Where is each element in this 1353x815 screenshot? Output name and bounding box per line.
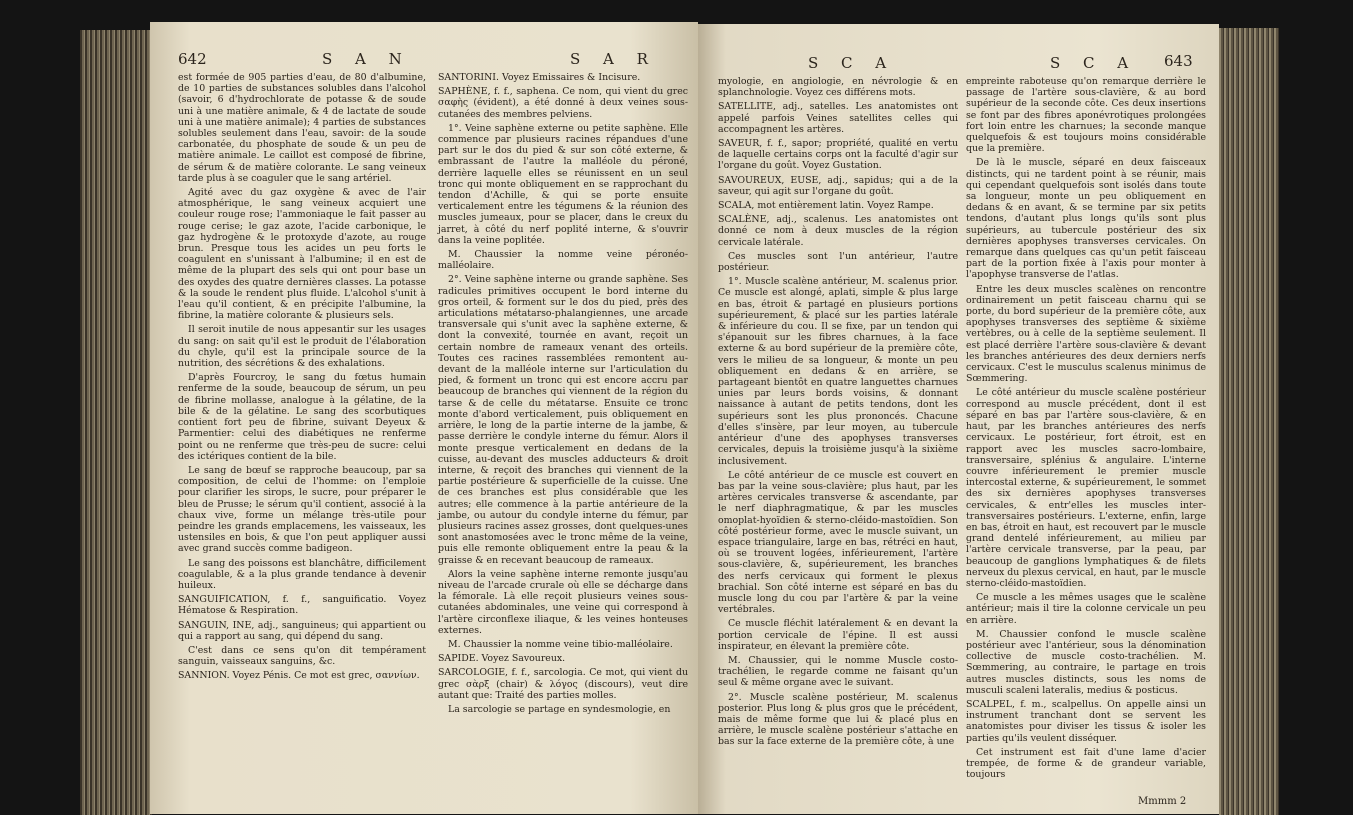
paragraph: empreinte raboteuse qu'on remarque derrière le passage de l'artère sous-clavière, & au bord supérieur de la seconde côte. Ces deux insertions se font par des fibres aponévrotiques prolongées fort loin entre les charnues; la seconde manque quelquefois & est toujours moins considérable que la première. (966, 76, 1206, 155)
page-number-left: 642 (178, 50, 207, 68)
paragraph: D'après Fourcroy, le sang du fœtus humain renferme de la soude, beaucoup de sérum, un peu de fibrine mollasse, analogue à la gélatine, de la bile & de la gélatine. Le sang des scorbutiques contient fort peu de fibrine, suivant Deyeux & Parmentier: celui des diabétiques ne renferme point ou ne renferme que très-peu de sucre: celui des ictériques contient de la bile. (178, 372, 426, 462)
paragraph: 1°. Muscle scalène antérieur, M. scalenus prior. Ce muscle est alongé, aplati, simple & plus large en bas, étroit & partagé en plusieurs portions supérieurement, & placé sur les parties latérale & inférieure du cou. Il se fixe, par un tendon qui s'épanouit sur les fibres charnues, à la face externe & au bord supérieur de la première côte, vers le milieu de sa longueur, & monte un peu obliquement en dedans & en arrière, se partageant bientôt en quatre languettes charnues unies par leurs bords voisins, & donnant naissance à autant de petits tendons, dont les supérieurs sont les plus prononcés. Chacune d'elles s'insère, par leur moyen, au tubercule antérieur d'une des apophyses transverses cervicales, depuis la troisième jusqu'à la sixième inclusivement. (718, 276, 958, 467)
paragraph: Ce muscle fléchit latéralement & en devant la portion cervicale de l'épine. Il est aussi inspirateur, en élevant la première côte. (718, 618, 958, 652)
paragraph: M. Chaussier confond le muscle scalène postérieur avec l'antérieur, sous la dénomination collective de muscle costo-trachélien. M. Sœmmering, au contraire, le partage en trois autres muscles distincts, sous les noms de musculi scaleni lateralis, medius & posticus. (966, 628, 1206, 696)
signature-mark: Mmmm 2 (1138, 796, 1187, 807)
entry-scalene: SCALÈNE, adj., scalenus. Les anatomistes ont donné ce nom à deux muscles de la région cervicale latérale. (718, 214, 958, 248)
paragraph: Cet instrument est fait d'une lame d'acier trempée, de forme & de grandeur variable, toujours (966, 746, 1206, 781)
running-header-right: S A R (570, 50, 657, 68)
paragraph: De là le muscle, séparé en deux faisceaux distincts, qui ne tardent point à se réunir, mais qui cependant quelquefois sont isolés dans toute sa longueur, monte un peu obliquement en dedans & en avant, & se termine par six petits tendons, d'autant plus longs qu'ils sont plus supérieurs, au tubercule postérieur des six dernières apophyses transverses cervicales. On remarque dans quelques cas qu'un petit faisceau part de la portion fixée à l'axis pour monter à l'apophyse transverse de l'atlas. (966, 157, 1206, 281)
left-page-edges (80, 30, 152, 815)
paragraph: Entre les deux muscles scalènes on rencontre ordinairement un petit faisceau charnu qui se porte, du bord supérieur de la première côte, aux apophyses transverses des septième & sixième vertèbres, ou à celle de la septième seulement. Il est placé derrière l'artère sous-clavière & devant les branches antérieures des deux derniers nerfs cervicaux. C'est le musculus scalenus minimus de Sœmmering. (966, 283, 1206, 385)
right-column-1 (718, 76, 958, 751)
entry-saphene: SAPHÈNE, f. f., saphena. Ce nom, qui vient du grec σαφὴς (évident), a été donné à deux veines sous-cutanées des membres pelviens. (438, 86, 688, 120)
entry-sarcologie: SARCOLOGIE, f. f., sarcologia. Ce mot, qui vient du grec σὰρξ (chair) & λόγος (discours), veut dire autant que: Traité des parties molles. (438, 667, 688, 701)
right-page-edges (1219, 28, 1279, 815)
paragraph: Le côté antérieur de ce muscle est couvert en bas par la veine sous-clavière; plus haut, par les artères cervicales transverse & ascendante, par le nerf diaphragmatique, & par les muscles omoplat-hyoïdien & sterno-cléido-mastoïdien. Son côté postérieur forme, avec le muscle suivant, un espace triangulaire, large en bas, rétréci en haut, où se trouvent logées, inférieurement, l'artère sous-clavière, &, supérieurement, les branches des nerfs cervicaux qui forment le plexus brachial. Son côté interne est séparé en bas du muscle long du cou par l'artère & par la veine vertébrales. (718, 469, 958, 616)
entry-sanguification: SANGUIFICATION, f. f., sanguificatio. Voyez Hématose & Respiration. (178, 594, 426, 617)
paragraph: Ces muscles sont l'un antérieur, l'autre postérieur. (718, 250, 958, 274)
right-column-2 (966, 76, 1206, 783)
right-page (698, 24, 1219, 814)
entry-saveur: SAVEUR, f. f., sapor; propriété, qualité en vertu de laquelle certains corps ont la faculté d'agir sur l'organe du goût. Voyez Gustation. (718, 138, 958, 172)
paragraph: C'est dans ce sens qu'on dit tempérament sanguin, vaisseaux sanguins, &c. (178, 644, 426, 668)
paragraph: La sarcologie se partage en syndesmologie, en (448, 703, 671, 715)
running-header-right: S C A (1050, 54, 1138, 72)
paragraph: Agité avec du gaz oxygène & avec de l'air atmosphérique, le sang veineux acquiert une couleur rouge rose; l'ammoniaque le fait passer au rouge cerise; le gaz azote, l'acide carbonique, le gaz hydrogène & le protoxyde d'azote, au rouge brun. Presque tous les acides un peu forts le coagulent en s'unissant à l'albumine; il en est de même de la plupart des sels qui ont pour base un des oxydes des quatre dernières classes. La potasse & la soude le rendent plus fluide. L'alcohol s'unit à l'eau qu'il contient, & en précipite l'albumine, la fibrine, la matière colorante & plusieurs sels. (178, 187, 426, 322)
entry-sanguin: SANGUIN, INE, adj., sanguineus; qui appartient ou qui a rapport au sang, qui dépend du sang. (178, 619, 426, 642)
paragraph: Il seroit inutile de nous appesantir sur les usages du sang: on sait qu'il est le produit de l'élaboration du chyle, qu'il est la principale source de la nutrition, des sécrétions & des exhalations. (178, 324, 426, 370)
left-column-1 (178, 72, 426, 685)
entry-satellite: SATELLITE, adj., satelles. Les anatomistes ont appelé parfois Veines satellites celles qui accompagnent les artères. (718, 101, 958, 135)
entry-savoureux: SAVOUREUX, EUSE, adj., sapidus; qui a de la saveur, qui agit sur l'organe du goût. (718, 174, 958, 197)
paragraph: 2°. Muscle scalène postérieur, M. scalenus posterior. Plus long & plus gros que le précédent, mais de même forme que lui & placé plus en arrière, le muscle scalène postérieur s'attache en bas sur la face externe de la première côte, à une (718, 691, 958, 748)
paragraph: est formée de 905 parties d'eau, de 80 d'albumine, de 10 parties de substances solubles dans l'alcohol (savoir, 6 d'hydrochlorate de potasse & de soude uni à une matière animale, & 4 de lactate de soude uni à une matière animale); 4 parties de substances solubles seulement dans l'eau, savoir: de la soude carbonatée, du phosphate de soude & un peu de matière animale. Le caillot est composé de fibrine, de sérum & de matière colorante. Le sang veineux tarde plus à se coaguler que le sang artériel. (178, 72, 426, 184)
paragraph: myologie, en angiologie, en névrologie & en splanchnologie. Voyez ces différens mots. (718, 76, 958, 99)
paragraph: Ce muscle a les mêmes usages que le scalène antérieur; mais il tire la colonne cervicale un peu en arrière. (966, 592, 1206, 626)
paragraph: 2°. Veine saphène interne ou grande saphène. Ses radicules primitives occupent le bord interne du gros orteil, & forment sur le dos du pied, près des articulations métatarso-phalangiennes, une arcade transversale qui s'unit avec la saphène externe, & dont la convexité, tournée en avant, reçoit un certain nombre de rameaux venant des orteils. Toutes ces racines rassemblées remontent au-devant de la malléole interne sur l'articulation du pied, & forment un tronc qui est encore accru par beaucoup de branches qui viennent de la région du tarse & de celle du métatarse. Ensuite ce tronc monte d'abord verticalement, puis obliquement en arrière, le long de la partie interne de la jambe, & passe derrière le condyle interne du fémur. Alors il monte presque verticalement en dedans de la cuisse, au-devant des muscles adducteurs & droit interne, & reçoit des branches qui viennent de la partie postérieure & superficielle de la cuisse. Une de ces branches est plus considérable que les autres; elle commence à la partie antérieure de la jambe, ou autour du condyle interne du fémur, par plusieurs racines assez grosses, dont quelques-unes sont anastomosées avec le tronc même de la veine, puis elle remonte obliquement entre la peau & la graisse & en recevant beaucoup de rameaux. (438, 274, 688, 566)
paragraph: 1°. Veine saphène externe ou petite saphène. Elle commence par plusieurs racines répandues d'une part sur le dos du pied & sur son côté externe, & embrassant de l'autre la malléole du péroné, derrière laquelle elles se réunissent en un seul tronc qui monte obliquement en se rapprochant du tendon d'Achille, & qui se porte ensuite verticalement entre les tégumens & la réunion des muscles jumeaux, pour se placer, dans le creux du jarret, à côté du nerf poplité interne, & s'ouvrir dans la veine poplitée. (438, 122, 688, 246)
paragraph: Le côté antérieur du muscle scalène postérieur correspond au muscle précédent, dont il est séparé en bas par l'artère sous-clavière, & en haut, par les branches antérieures des nerfs cervicaux. Le postérieur, fort étroit, est en rapport avec les muscles sacro-lombaire, transversaire, splénius & angulaire. L'interne couvre inférieurement le premier muscle intercostal externe, & supérieurement, le sommet des six dernières apophyses transverses cervicales, & entr'elles les muscles inter-transversaires postérieurs. L'externe, enfin, large en bas, étroit en haut, est recouvert par le muscle grand dentelé inférieurement, au milieu par l'artère cervicale transverse, par la peau, par beaucoup de ganglions lymphatiques & de filets nerveux du plexus cervical, en haut, par le muscle sterno-cléido-mastoïdien. (966, 387, 1206, 589)
paragraph: Alors la veine saphène interne remonte jusqu'au niveau de l'arcade crurale où elle se décharge dans la fémorale. Là elle reçoit plusieurs veines sous-cutanées abdominales, une veine qui correspond à l'artère circonflexe iliaque, & les veines honteuses externes. (438, 568, 688, 636)
entry-santorini: SANTORINI. Voyez Emissaires & Incisure. (438, 72, 641, 83)
entry-scalpel: SCALPEL, f. m., scalpellus. On appelle ainsi un instrument tranchant dont se servent les anatomistes pour diviser les tissus & isoler les parties qu'ils veulent disséquer. (966, 698, 1206, 744)
paragraph: M. Chaussier la nomme veine péronéo-malléolaire. (438, 249, 688, 272)
running-header-left: S A N (322, 50, 411, 68)
paragraph: M. Chaussier la nomme veine tibio-malléolaire. (448, 638, 673, 650)
entry-sapide: SAPIDE. Voyez Savoureux. (438, 653, 566, 665)
entry-scala: SCALA, mot entièrement latin. Voyez Rampe. (718, 200, 934, 212)
paragraph: M. Chaussier, qui le nomme Muscle costo-trachélien, le regarde comme ne faisant qu'un seul & même organe avec le suivant. (718, 654, 958, 689)
entry-sannion: SANNION. Voyez Pénis. Ce mot est grec, σαννίων. (178, 670, 420, 682)
paragraph: Le sang des poissons est blanchâtre, difficilement coagulable, & a la plus grande tendance à devenir huileux. (178, 557, 426, 591)
left-column-2 (438, 72, 688, 718)
running-header-left: S C A (808, 54, 896, 72)
page-number-right: 643 (1164, 52, 1193, 70)
paragraph: Le sang de bœuf se rapproche beaucoup, par sa composition, de celui de l'homme: on l'emploie pour clarifier les sirops, le sucre, pour préparer le bleu de Prusse; le sérum qu'il contient, associé à la chaux vive, forme un mélange très-utile pour peindre les grands emplacemens, les vaisseaux, les ustensiles en bois, & que l'on peut appliquer aussi avec grand succès comme badigeon. (178, 464, 426, 555)
left-page (150, 22, 698, 814)
